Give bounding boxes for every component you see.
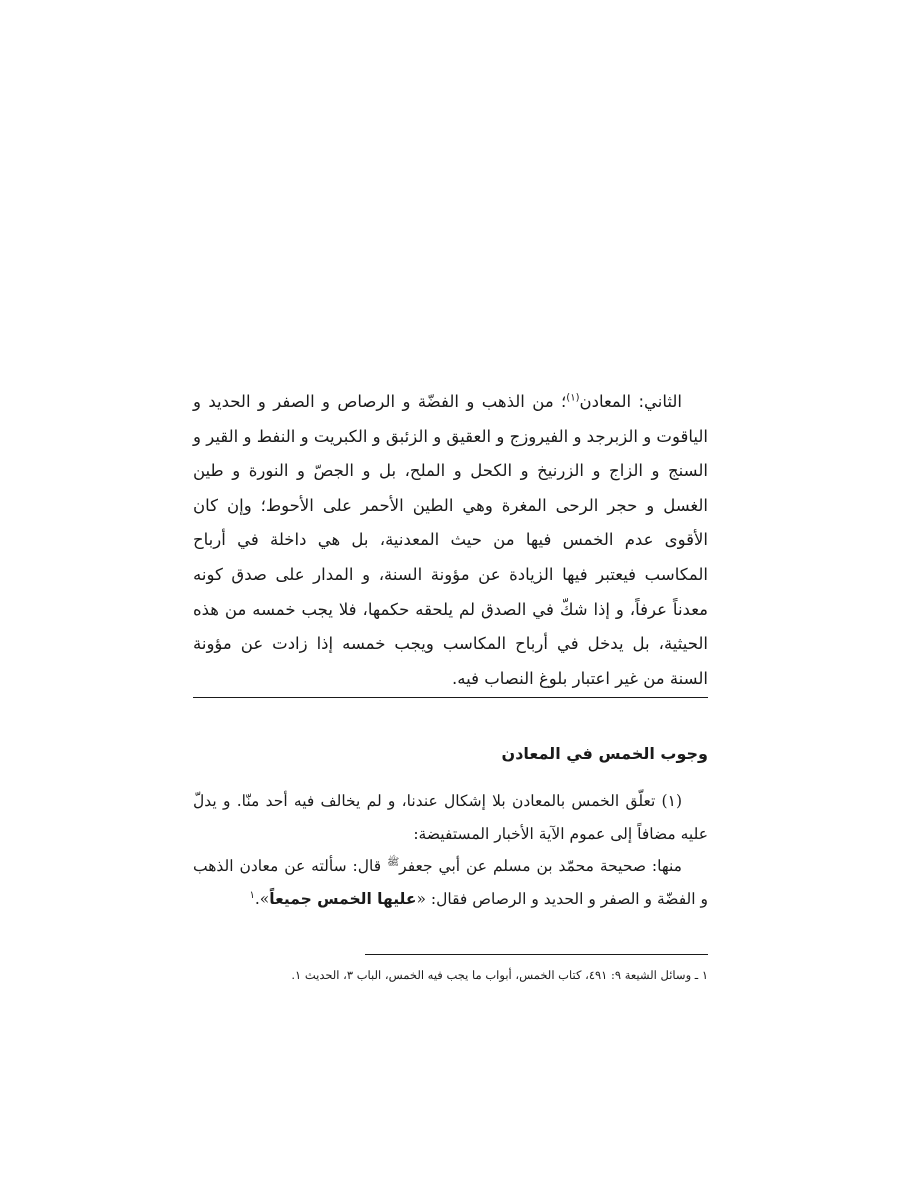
section-divider [193, 697, 708, 698]
quoted-ruling: عليها الخمس جميعاً [269, 889, 417, 908]
main-paragraph [193, 385, 708, 696]
commentary-paragraph-2 [193, 850, 708, 915]
main-text [193, 385, 708, 696]
main-lead: الثاني: المعادن [579, 392, 682, 411]
commentary-paragraph-1: (١) تعلّق الخمس بالمعادن بلا إشكال عندنا، و لم يخالف فيه أحد منّا. و يدلّ عليه مضافاً إلى عموم الآية الأخبار المستفيضة: [193, 792, 708, 843]
commentary-p2-end: ». [254, 889, 270, 908]
main-paragraph-body: ؛ من الذهب و الفضّة و الرصاص و الصفر و الحديد و الياقوت و الزبرجد و الفيروزج و العقيق و الزئبق و الكبريت و النفط و القير و السنج و الزاج و الزرنيخ و الكحل و الملح، بل و الجصّ و النورة و طين الغسل و حجر الرحى المغرة وهي الطين الأحمر على الأحوط؛ وإن كان الأقوى عدم الخمس فيها من حيث المعدنية، بل هي داخلة في أرباح المكاسب فيعتبر فيها الزيادة عن مؤونة السنة، و المدار على صدق كونه معدناً عرفاً، و إذا شكّ في الصدق لم يلحقه حكمها، فلا يجب خمسه من هذه الحيثية، بل يدخل في أرباح المكاسب ويجب خمسه إذا زادت عن مؤونة السنة من غير اعتبار بلوغ النصاب فيه. [193, 392, 708, 688]
commentary-text [193, 785, 708, 915]
commentary-heading: وجوب الخمس في المعادن [501, 744, 708, 763]
commentary-p2-mid: قال: سألته عن معادن الذهب و الفضّة و الصفر و الحديد و الرصاص فقال: « [193, 857, 708, 908]
footnote-ref-1: ١ [249, 889, 255, 901]
footnote-divider [365, 954, 708, 955]
footnote: ١ ـ وسائل الشيعة ٩: ٤٩١، كتاب الخمس، أبواب ما يجب فيه الخمس، الباب ٣، الحديث ١. [291, 968, 708, 982]
commentary-p2-intro: منها: صحيحة محمّد بن مسلم عن أبي جعفر [399, 857, 682, 875]
footnote-ref: (١) [566, 392, 580, 404]
honorific-mark: ﷺ [387, 856, 400, 868]
